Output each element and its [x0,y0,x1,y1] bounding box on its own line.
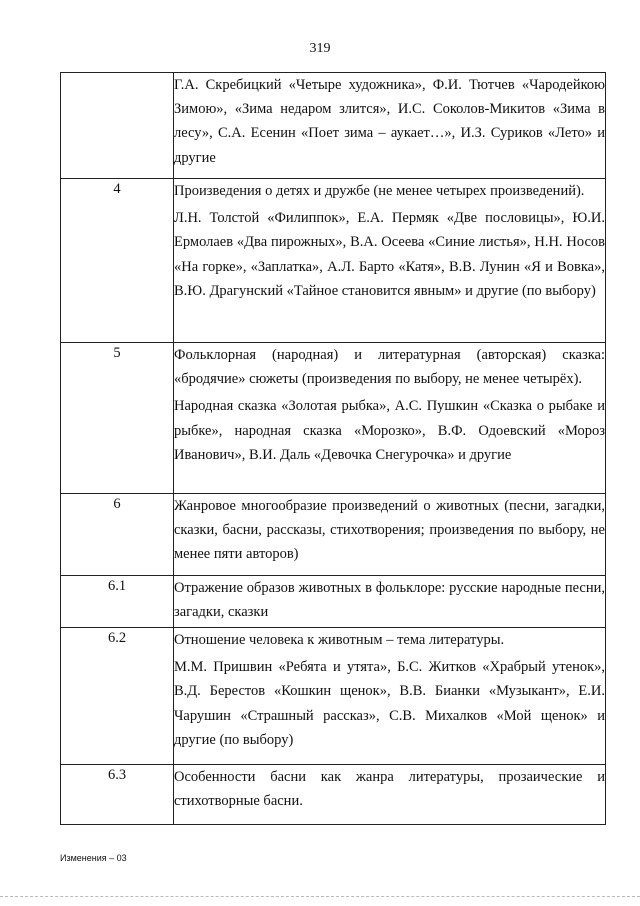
section-number-cell [61,628,174,765]
table-row [61,494,606,576]
content-paragraph: М.М. Пришвин «Ребята и утята», Б.С. Житков «Храбрый утенок», В.Д. Берестов «Кошкин щенок», В.В. Бианки «Музыкант», Е.И. Чарушин «Страшный рассказ», С.В. Михалков «Мой щенок» и другие (по выбору) [174,659,605,748]
section-number-cell [61,765,174,825]
content-paragraph: Особенности басни как жанра литературы, прозаические и стихотворные басни. [174,769,605,810]
section-content-cell [174,628,606,765]
section-content-cell [174,576,606,628]
section-number-cell [61,179,174,343]
footer-revision-note: Изменения – 03 [60,853,127,863]
content-paragraph: Л.Н. Толстой «Филиппок», Е.А. Пермяк «Две пословицы», Ю.И. Ермолаев «Два пирожных», В.А. Осеева «Синие листья», Н.Н. Носов «На горке», «Заплатка», А.Л. Барто «Катя», В.В. Лунин «Я и Вовка», В.Ю. Драгунский «Тайное становится явным» и другие (по выбору) [174,210,605,299]
section-number: 6 [113,496,121,512]
section-number: 4 [113,181,121,197]
section-number: 5 [113,345,121,361]
page-number: 319 [309,41,331,56]
content-paragraph: Народная сказка «Золотая рыбка», А.С. Пушкин «Сказка о рыбаке и рыбке», народная сказка «Морозко», В.Ф. Одоевский «Мороз Иванович», В.И. Даль «Девочка Снегурочка» и другие [174,398,605,463]
content-paragraph: Отношение человека к животным – тема литературы. [174,632,505,648]
content-paragraph: Г.А. Скребицкий «Четыре художника», Ф.И. Тютчев «Чародейкою Зимою», «Зима недаром злится», И.С. Соколов-Микитов «Зима в лесу», С.А. Есенин «Поет зима – аукает…», И.З. Суриков «Лето» и другие [174,77,605,166]
table-row [61,765,606,825]
table-row [61,73,606,179]
section-number-cell [61,494,174,576]
table-row [61,628,606,765]
section-content-cell [174,494,606,576]
section-number-cell [61,576,174,628]
content-paragraph: Жанровое многообразие произведений о животных (песни, загадки, сказки, басни, рассказы, стихотворения; произведения по выбору, не менее пяти авторов) [174,498,605,563]
section-content-cell [174,343,606,494]
section-content-cell [174,765,606,825]
bottom-rule [0,896,640,897]
section-number: 6.1 [107,578,127,594]
table-row [61,343,606,494]
section-number: 6.2 [107,630,127,646]
content-paragraph: Отражение образов животных в фольклоре: русские народные песни, загадки, сказки [174,580,605,621]
content-paragraph: Фольклорная (народная) и литературная (авторская) сказка: «бродячие» сюжеты (произведения по выбору, не менее четырёх). [174,347,605,388]
section-content-cell [174,179,606,343]
section-number-cell [61,73,174,179]
section-number-cell [61,343,174,494]
curriculum-table [60,72,606,825]
content-paragraph: Произведения о детях и дружбе (не менее четырех произведений). [174,183,585,199]
table-body [61,73,606,825]
table-row [61,576,606,628]
section-number: 6.3 [107,767,127,783]
section-content-cell [174,73,606,179]
table-row [61,179,606,343]
